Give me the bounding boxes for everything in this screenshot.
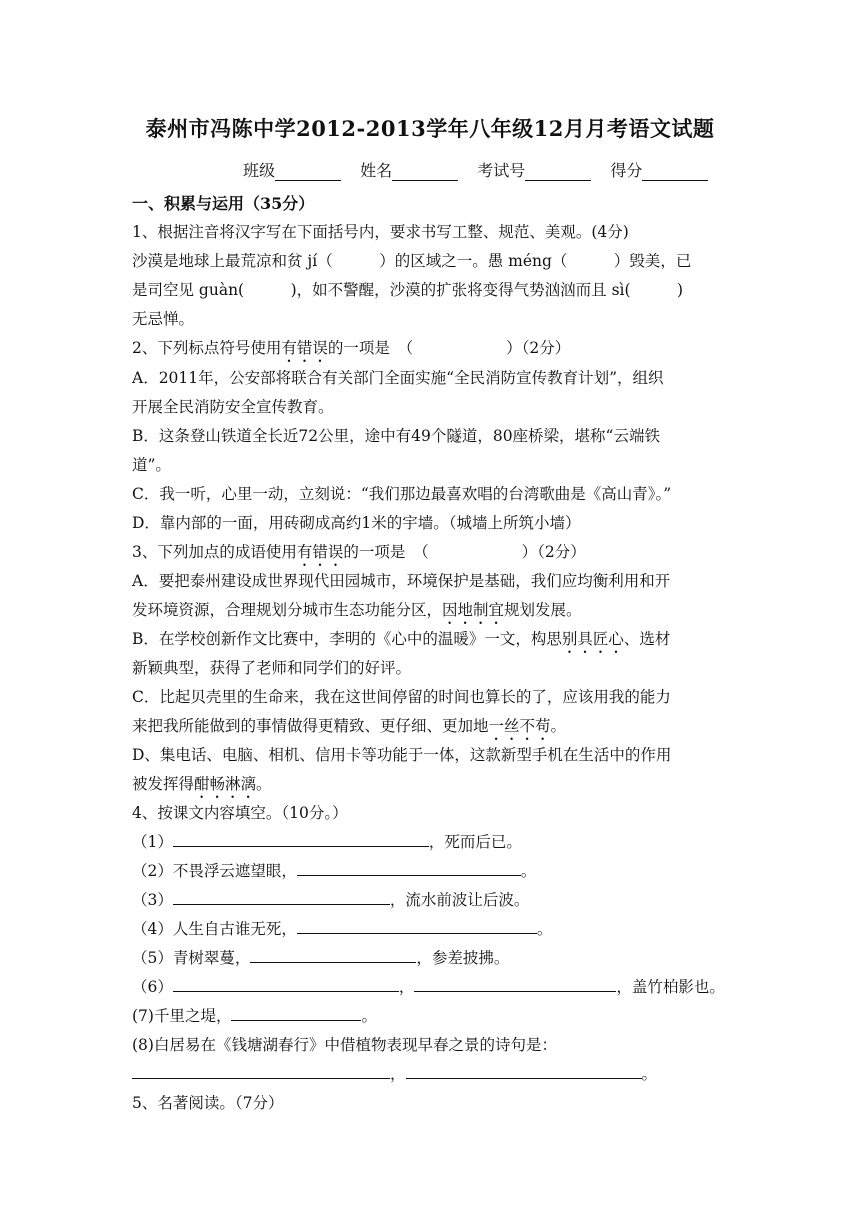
q2-emphasis: 有错误 [281, 339, 328, 357]
q1-line1: 沙漠是地球上最荒凉和贫 jí（ ）的区域之一。愚 méng（ ）毁美，已 [132, 252, 692, 270]
class-label: 班级 [243, 161, 276, 180]
q4-item-8-blank-1[interactable] [132, 1064, 390, 1079]
q3-a-text: 发环境资源，合理规划分城市生态功能分区， [132, 601, 443, 619]
q3-c-text: 来把我所能做到的事情做得更精致、更仔细、更加地 [132, 717, 489, 735]
q2-option-a-line2: 开展全民消防安全宣传教育。 [132, 398, 334, 416]
score-label: 得分 [610, 161, 643, 180]
q4-item-7-text: (7)千里之堤， [132, 1007, 232, 1025]
q4-item-7 [132, 1004, 377, 1026]
exam-no-blank [525, 164, 591, 181]
exam-no-label: 考试号 [477, 161, 526, 180]
q4-item-2-text: （2）不畏浮云遮望眼， [132, 862, 297, 880]
q4-item-4-blank[interactable] [297, 919, 537, 934]
q4-item-4-text: （4）人生自古谁无死， [132, 920, 297, 938]
q3-d-tail: 。 [256, 775, 272, 793]
q4-item-6-blank-1[interactable] [173, 977, 399, 992]
q4-item-7-blank[interactable] [231, 1006, 361, 1021]
q4-item-5-blank[interactable] [250, 948, 416, 963]
q3-option-b-line2: 新颖典型，获得了老师和同学们的好评。 [132, 659, 412, 677]
score-blank [642, 164, 708, 181]
q4-item-4-end: 。 [536, 920, 553, 938]
q4-item-2-end: 。 [520, 862, 537, 880]
student-info-row [243, 158, 708, 181]
q5-stem: 5、名著阅读。（7分） [132, 1094, 284, 1112]
q3-a-idiom: 因地制宜 [442, 601, 505, 619]
section-heading: 一、积累与运用（35分） [132, 194, 315, 213]
q3-stem-tail: 的一项是 （ ）（2分） [343, 543, 586, 561]
q2-stem [132, 336, 570, 366]
q1-stem: 1、根据注音将汉字写在下面括号内，要求书写工整、规范、美观。(4分) [132, 223, 629, 241]
q4-item-1 [132, 830, 522, 852]
q3-b-idiom: 别具匠心 [561, 630, 624, 648]
q4-item-6-comma: ， [398, 978, 415, 996]
q4-item-8-blank-2[interactable] [406, 1064, 642, 1079]
q4-item-6-blank-2[interactable] [414, 977, 616, 992]
q4-stem: 4、按课文内容填空。（10分。） [132, 804, 348, 822]
q4-item-3-text: ，流水前波让后波。 [389, 891, 530, 909]
name-blank [392, 164, 458, 181]
q1-line2: 是司空见 guàn( )，如不警醒，沙漠的扩张将变得气势汹汹而且 sì( ) [132, 281, 684, 299]
class-blank [275, 164, 341, 181]
q4-item-5 [132, 946, 509, 968]
q4-item-2-blank[interactable] [297, 861, 521, 876]
q4-item-7-end: 。 [361, 1007, 377, 1025]
q4-item-1-text: ，死而后已。 [428, 833, 522, 851]
q3-stem [132, 540, 586, 570]
q4-item-1-blank[interactable] [173, 832, 429, 847]
q3-c-idiom: 一丝不苟 [488, 717, 551, 735]
q4-item-6 [132, 975, 725, 997]
name-label: 姓名 [360, 161, 393, 180]
q3-emphasis: 有错误 [296, 543, 344, 561]
q3-option-a-line1: A．要把泰州建设成世界现代田园城市，环境保护是基础，我们应均衡利用和开 [132, 572, 671, 590]
q2-option-c: C．我一听，心里一动，立刻说：“我们那边最喜欢唱的台湾歌曲是《高山青》。” [132, 485, 672, 503]
q4-item-1-number: （1） [132, 833, 173, 851]
q2-option-d: D．靠内部的一面，用砖砌成高约1米的宇墙。（城墙上所筑小墙） [132, 514, 581, 532]
q3-option-c-line2 [132, 714, 566, 744]
q4-item-4 [132, 917, 552, 939]
q3-stem-text: 3、下列加点的成语使用 [132, 543, 297, 561]
q3-a-tail: 规划发展。 [504, 601, 582, 619]
q4-item-3 [132, 888, 529, 910]
q3-b-text: B．在学校创新作文比赛中，李明的《心中的温暖》一文，构思 [132, 630, 562, 648]
q4-item-8-answer [132, 1062, 657, 1084]
q4-item-6-number: （6） [132, 978, 173, 996]
q3-d-idiom: 酣畅淋漓 [194, 775, 257, 793]
q3-option-d-line1: D、集电话、电脑、相机、信用卡等功能于一体，这款新型手机在生活中的作用 [132, 746, 672, 764]
q4-item-6-text: ，盖竹柏影也。 [616, 978, 725, 996]
q4-item-2 [132, 859, 536, 881]
q3-d-text: 被发挥得 [132, 775, 195, 793]
q1-line3: 无忌惮。 [132, 310, 195, 328]
q3-c-tail: 。 [550, 717, 567, 735]
q2-option-b-line1: B．这条登山铁道全长近72公里，途中有49个隧道，80座桥梁，堪称“云端铁 [132, 427, 660, 445]
q4-item-8: (8)白居易在《钱塘湖春行》中借植物表现早春之景的诗句是： [132, 1036, 557, 1054]
q3-b-tail: 、选材 [623, 630, 671, 648]
q2-stem-tail: 的一项是 （ ）（2分） [327, 339, 571, 357]
q2-stem-text: 2、下列标点符号使用 [132, 339, 282, 357]
q2-option-b-line2: 道”。 [132, 456, 171, 474]
q4-item-8-end: 。 [641, 1065, 658, 1083]
q4-item-5-text: （5）青树翠蔓， [132, 949, 251, 967]
q3-option-b-line1 [132, 627, 670, 657]
q3-option-d-line2 [132, 772, 272, 802]
q3-option-c-line1: C．比起贝壳里的生命来，我在这世间停留的时间也算长的了，应该用我的能力 [132, 688, 671, 706]
q4-item-3-number: （3） [132, 891, 173, 909]
q2-option-a-line1: A．2011年，公安部将联合有关部门全面实施“全民消防宣传教育计划”，组织 [132, 369, 664, 387]
q3-option-a-line2 [132, 598, 582, 628]
q4-item-8-comma: ， [390, 1065, 406, 1083]
page-title: 泰州市冯陈中学2012-2013学年八年级12月月考语文试题 [145, 116, 715, 141]
q4-item-5-end: ，参差披拂。 [416, 949, 510, 967]
q4-item-3-blank[interactable] [173, 890, 390, 905]
